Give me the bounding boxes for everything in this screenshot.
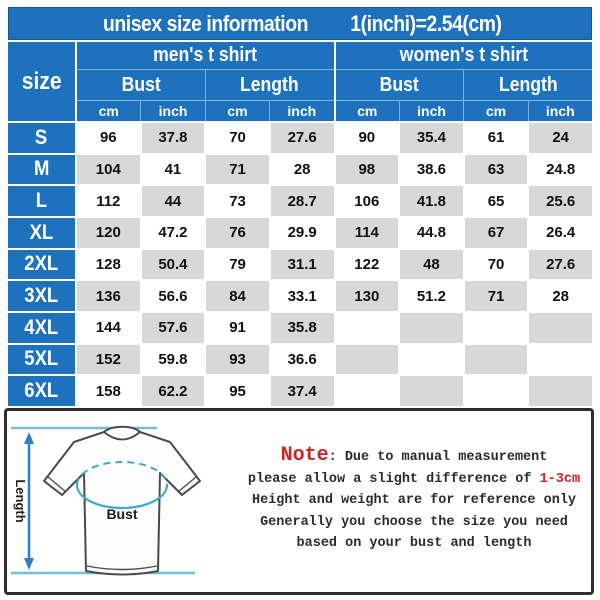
shirt-outline <box>44 427 200 575</box>
mens-length-text: Length <box>240 73 299 96</box>
data-cell: 61 <box>465 123 528 153</box>
data-cell: 35.4 <box>400 123 463 153</box>
data-cell: 73 <box>206 186 269 216</box>
banner-title: unisex size information <box>102 10 308 36</box>
mens-bust-text: Bust <box>121 73 161 96</box>
row-size-label: M <box>8 155 75 185</box>
bottom-panel <box>4 408 594 595</box>
data-cell: 41.8 <box>400 186 463 216</box>
data-cell: 152 <box>77 345 140 375</box>
data-cell: 67 <box>465 218 528 248</box>
data-cell: 71 <box>206 155 269 185</box>
note-text <box>237 411 591 592</box>
data-cell: 62.2 <box>142 376 205 406</box>
data-cell: 144 <box>77 313 140 343</box>
data-cell: 24.8 <box>529 155 592 185</box>
data-cell: 33.1 <box>271 281 334 311</box>
data-cell: 90 <box>336 123 399 153</box>
data-cell: 28 <box>529 281 592 311</box>
data-cell <box>465 313 528 343</box>
unit-cell: cm <box>464 101 527 121</box>
data-cell: 96 <box>77 123 140 153</box>
data-cell: 71 <box>465 281 528 311</box>
womens-section-title <box>336 42 593 69</box>
data-cell <box>336 376 399 406</box>
data-cell: 91 <box>206 313 269 343</box>
row-size-label: 4XL <box>8 313 75 343</box>
unit-cell: inch <box>400 101 463 121</box>
row-size-label: 3XL <box>8 281 75 311</box>
note-line-4: Generally you choose the size you need <box>260 514 568 530</box>
data-cell: 70 <box>465 250 528 280</box>
womens-title-text: women's t shirt <box>399 44 528 66</box>
data-cell: 112 <box>77 186 140 216</box>
unit-cell: inch <box>529 101 592 121</box>
data-cell: 76 <box>206 218 269 248</box>
banner-conversion: 1(inchi)=2.54(cm) <box>349 10 502 36</box>
data-cell: 25.6 <box>529 186 592 216</box>
data-cell: 106 <box>336 186 399 216</box>
data-cell: 51.2 <box>400 281 463 311</box>
note-line-1-rest: : Due to manual measurement <box>328 450 548 465</box>
data-cell: 79 <box>206 250 269 280</box>
note-line-2 <box>237 469 591 491</box>
size-column-header <box>8 42 75 121</box>
data-cell: 27.6 <box>529 250 592 280</box>
data-cell: 70 <box>206 123 269 153</box>
data-cell: 24 <box>529 123 592 153</box>
note-line-1 <box>237 445 591 469</box>
data-cell: 28 <box>271 155 334 185</box>
table-header <box>8 42 592 121</box>
data-cell: 95 <box>206 376 269 406</box>
tshirt-svg <box>7 411 237 589</box>
data-cell: 128 <box>77 250 140 280</box>
section-mens <box>77 42 334 121</box>
womens-bust-text: Bust <box>379 73 419 96</box>
data-cell <box>529 345 592 375</box>
data-cell: 37.8 <box>142 123 205 153</box>
mens-bust-header <box>77 70 205 100</box>
data-cell: 28.7 <box>271 186 334 216</box>
data-cell: 93 <box>206 345 269 375</box>
data-cell: 35.8 <box>271 313 334 343</box>
data-cell: 44 <box>142 186 205 216</box>
data-cell: 56.6 <box>142 281 205 311</box>
row-size-label: 5XL <box>8 345 75 375</box>
data-cell: 98 <box>336 155 399 185</box>
data-cell <box>465 376 528 406</box>
row-size-label: S <box>8 123 75 153</box>
data-cell: 26.4 <box>529 218 592 248</box>
data-cell: 47.2 <box>142 218 205 248</box>
note-line-2-pre: please allow a slight difference of <box>247 471 540 487</box>
mens-section-title <box>77 42 334 69</box>
note-heading: Note <box>280 444 329 467</box>
unit-cell: cm <box>77 101 140 121</box>
mens-length-header <box>206 70 334 100</box>
womens-length-text: Length <box>498 73 558 96</box>
length-arrowhead-top <box>24 432 34 444</box>
data-cell: 122 <box>336 250 399 280</box>
data-cell: 63 <box>465 155 528 185</box>
data-cell: 50.4 <box>142 250 205 280</box>
data-cell: 104 <box>77 155 140 185</box>
length-label: Length <box>13 479 28 523</box>
data-cell: 27.6 <box>271 123 334 153</box>
data-cell <box>336 313 399 343</box>
data-cell: 38.6 <box>400 155 463 185</box>
row-size-label: 6XL <box>8 376 75 406</box>
tshirt-diagram <box>7 411 237 592</box>
data-cell: 130 <box>336 281 399 311</box>
data-cell <box>336 345 399 375</box>
data-cell: 59.8 <box>142 345 205 375</box>
data-cell <box>529 376 592 406</box>
data-cell: 120 <box>77 218 140 248</box>
data-cell: 41 <box>142 155 205 185</box>
data-cell: 57.6 <box>142 313 205 343</box>
data-cell: 65 <box>465 186 528 216</box>
unit-cell: inch <box>270 101 333 121</box>
length-arrowhead-bottom <box>24 558 34 570</box>
size-column-label: size <box>21 67 62 95</box>
row-size-label: L <box>8 186 75 216</box>
data-cell: 48 <box>400 250 463 280</box>
data-cell: 31.1 <box>271 250 334 280</box>
data-cell <box>465 345 528 375</box>
mens-title-text: men's t shirt <box>153 44 258 66</box>
section-womens <box>336 42 593 121</box>
bust-label: Bust <box>106 506 138 522</box>
data-cell: 136 <box>77 281 140 311</box>
data-cell <box>400 313 463 343</box>
data-cell <box>529 313 592 343</box>
data-cell: 114 <box>336 218 399 248</box>
data-cell: 29.9 <box>271 218 334 248</box>
row-size-label: 2XL <box>8 250 75 280</box>
data-cell <box>400 345 463 375</box>
row-size-label: XL <box>8 218 75 248</box>
note-line-3: Height and weight are for reference only <box>251 493 577 508</box>
note-line-2-highlight: 1-3cm <box>539 471 581 487</box>
table-body <box>8 123 592 406</box>
data-cell <box>400 376 463 406</box>
title-banner <box>8 7 592 40</box>
data-cell: 44.8 <box>400 218 463 248</box>
data-cell: 37.4 <box>271 376 334 406</box>
data-cell: 84 <box>206 281 269 311</box>
unit-cell: cm <box>336 101 399 121</box>
note-line-5: based on your bust and length <box>296 536 532 551</box>
womens-bust-header <box>336 70 464 100</box>
unit-cell: cm <box>206 101 269 121</box>
unit-cell: inch <box>141 101 204 121</box>
womens-length-header <box>464 70 592 100</box>
data-cell: 158 <box>77 376 140 406</box>
data-cell: 36.6 <box>271 345 334 375</box>
